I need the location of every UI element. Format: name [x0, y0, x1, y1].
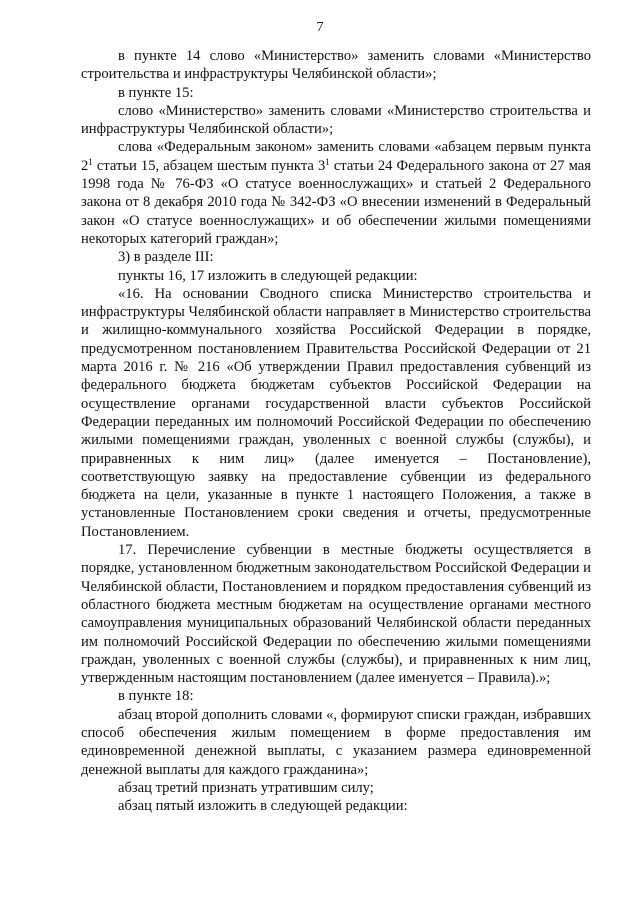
paragraph-item-18-heading: в пункте 18:: [118, 688, 194, 705]
paragraph-item-14: в пункте 14 слово «Министерство» заменить словами «Министерство строительства и инфраструктуры Челябинской области»;: [81, 48, 591, 83]
paragraph-federal-law-replacement: [81, 138, 591, 248]
paragraph-third-abzac: абзац третий признать утратившим силу;: [118, 779, 374, 796]
paragraph-items-16-17-intro: пункты 16, 17 изложить в следующей редакции:: [118, 267, 418, 284]
paragraph-text-part: статьи 15, абзацем шестым пункта 3: [92, 157, 326, 174]
document-body: [81, 47, 591, 815]
page-number: 7: [316, 20, 324, 35]
paragraph-text-part: статьи 24 Федерального закона от 27 мая 1998 года № 76-ФЗ «О статусе военнослужащих» и статьей 2 Федерального закона от 8 декабря 2010 года № 342-ФЗ «О внесении изменений в Федеральный закон «О статусе военнослужащих» и об обеспечении жилыми помещениями некоторых категорий граждан»;: [81, 157, 591, 247]
paragraph-word-replacement: слово «Министерство» заменить словами «Министерство строительства и инфраструктуры Челябинской области»;: [81, 102, 591, 138]
paragraph-second-abzac: абзац второй дополнить словами «, формируют списки граждан, избравших способ обеспечения жилым помещением в форме предоставления им единовременной денежной выплаты, с указанием размера единовременной денежной выплаты для каждого гражданина»;: [81, 706, 591, 778]
paragraph-item-16: «16. На основании Сводного списка Министерство строительства и инфраструктуры Челябинской области направляет в Министерство строительства и жилищно-коммунального хозяйства Российской Федерации в порядке, предусмотренном постановлением Правительства Российской Федерации от 21 марта 2016 г. № 216 «Об утверждении Правил предоставления субвенций из федерального бюджета бюджетам субъектов Российской Федерации на осуществление органами государственной власти субъектов Российской Федерации переданных им полномочий Российской Федерации по обеспечению жилыми помещениями граждан, уволенных с военной службы (службы), и приравненных к ним лиц» (далее именуется – Постановление), соответствующую заявку на предоставление субвенции из федерального бюджета на цели, указанные в пункте 1 настоящего Положения, а также в установленные Постановлением сроки сведения и отчеты, предусмотренные Постановлением.: [81, 285, 591, 540]
paragraph-item-15-heading: в пункте 15:: [118, 84, 194, 101]
paragraph-item-17: 17. Перечисление субвенции в местные бюджеты осуществляется в порядке, установленном бюджетным законодательством Российской Федерации и Челябинской области, Постановлением и порядком предоставления субвенций из областного бюджета местным бюджетам на осуществление органами местного самоуправления муниципальных образований Челябинской области переданных им полномочий Российской Федерации по обеспечению жилыми помещениями граждан, уволенных с военной службы (службы), и приравненных к ним лиц, утвержденным настоящим постановлением (далее именуется – Правила).»;: [81, 542, 591, 687]
paragraph-text-part: слова «Федеральным законом» заменить словами «абзацем первым пункта 2: [81, 139, 591, 174]
paragraph-fifth-abzac: абзац пятый изложить в следующей редакции:: [118, 798, 408, 815]
paragraph-section-3: 3) в разделе III:: [118, 249, 214, 266]
superscript: 1: [325, 156, 330, 167]
superscript: 1: [88, 156, 93, 167]
